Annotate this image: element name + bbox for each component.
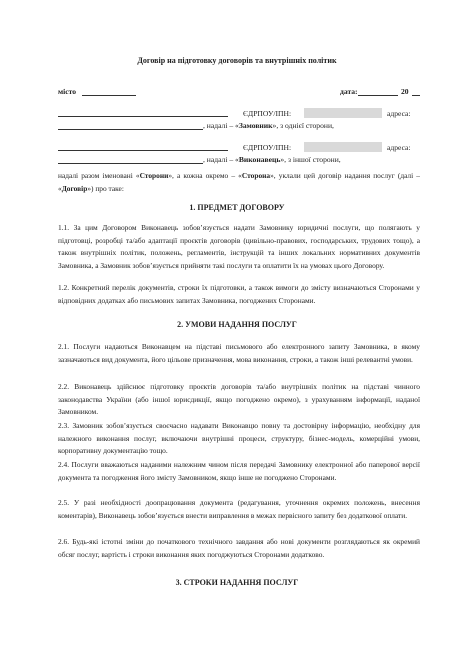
paragraph-1-2: 1.2. Конкретний перелік документів, строки їх підготовки, а також вимоги до змісту визначаються Сторонами у відповідних додатках або письмових запитах Замовника, погоджених Сторонами. <box>58 283 420 305</box>
city-label: місто <box>58 87 77 96</box>
party2-role: Виконавець <box>238 155 281 164</box>
section-heading: 3. СТРОКИ НАДАННЯ ПОСЛУГ <box>175 578 299 587</box>
party1-code-field[interactable] <box>304 108 382 118</box>
party1-address-field[interactable] <box>58 129 203 130</box>
party1-further: , надалі – «Замовник», з однієї сторони, <box>203 121 334 130</box>
year-field[interactable] <box>412 95 420 96</box>
party1-role: Замовник <box>238 121 273 130</box>
document-title: Договір на підготовку договорів та внутрішніх політик <box>137 56 337 65</box>
paragraph-2-4: 2.4. Послуги вважаються наданими належним чином після передачі Замовнику електронної або паперової версії документа та погодження його змісту Замовником, якщо інше не погоджено Сторонами. <box>58 460 420 482</box>
party2-name-field[interactable] <box>58 150 228 151</box>
paragraph-2-3: 2.3. Замовник зобов’язується своєчасно надавати Виконавцю повну та достовірну інформацію, необхідну для належного виконання послуг, включаючи внутрішні процеси, структуру, бізнес-модель, комерційні умови, корпоративну документацію тощо. <box>58 421 420 455</box>
date-field[interactable] <box>358 95 398 96</box>
party2-address-field[interactable] <box>58 163 203 164</box>
intro-paragraph: надалі разом іменовані «Сторони», а кожна окремо – «Сторона», уклали цей договір надання послуг (далі – «Договір») про таке: <box>58 171 420 193</box>
party1-code-label: ЄДРПОУ/ІПН: <box>243 109 292 118</box>
date-label: дата: <box>340 87 358 96</box>
paragraph-1-1: 1.1. За цим Договором Виконавець зобов’язується надати Замовнику юридичні послуги, що полягають у підготовці, розробці та/або адаптації проєктів договорів (цивільно-правових, господарських, трудових тощо), а також внутрішніх політик, положень, регламентів, інструкцій та інших локальних нормативних документів Замовника, а Замовник зобов’язується прийняти такі послуги та оплатити їх на умовах цього Договору. <box>58 223 420 270</box>
city-field[interactable] <box>82 95 136 96</box>
party1-name-field[interactable] <box>58 116 228 117</box>
party2-further: , надалі – «Виконавець», з іншої сторони, <box>203 155 341 164</box>
paragraph-2-6: 2.6. Будь-які істотні зміни до початкового технічного завдання або нові документи розглядаються як окремий обсяг послуг, вартість і строки виконання яких погоджуються Сторонами додатково. <box>58 537 420 559</box>
paragraph-2-2: 2.2. Виконавець здійснює підготовку проєктів договорів та/або внутрішніх політик на підставі чинного законодавства України (або іншої юрисдикції, якщо погоджено окремо), з урахуванням інформації, наданої Замовником. <box>58 382 420 416</box>
date-year: 20 <box>401 87 409 96</box>
party2-code-label: ЄДРПОУ/ІПН: <box>243 143 292 152</box>
section-heading: 2. УМОВИ НАДАННЯ ПОСЛУГ <box>177 320 297 329</box>
party2-code-field[interactable] <box>304 142 382 152</box>
section-heading: 1. ПРЕДМЕТ ДОГОВОРУ <box>189 203 285 212</box>
paragraph-2-5: 2.5. У разі необхідності доопрацювання документа (редагування, уточнення окремих положень, внесення коментарів), Виконавець зобов’язується внести виправлення в межах первісного запиту без додаткової оплати. <box>58 498 420 520</box>
paragraph-2-1: 2.1. Послуги надаються Виконавцем на підставі письмового або електронного запиту Замовника, в якому зазначаються вид документа, його цільове призначення, мова виконання, строки, а також інші релевантні умови. <box>58 342 420 364</box>
party1-address-label: адреса: <box>387 109 411 118</box>
party2-address-label: адреса: <box>387 143 411 152</box>
